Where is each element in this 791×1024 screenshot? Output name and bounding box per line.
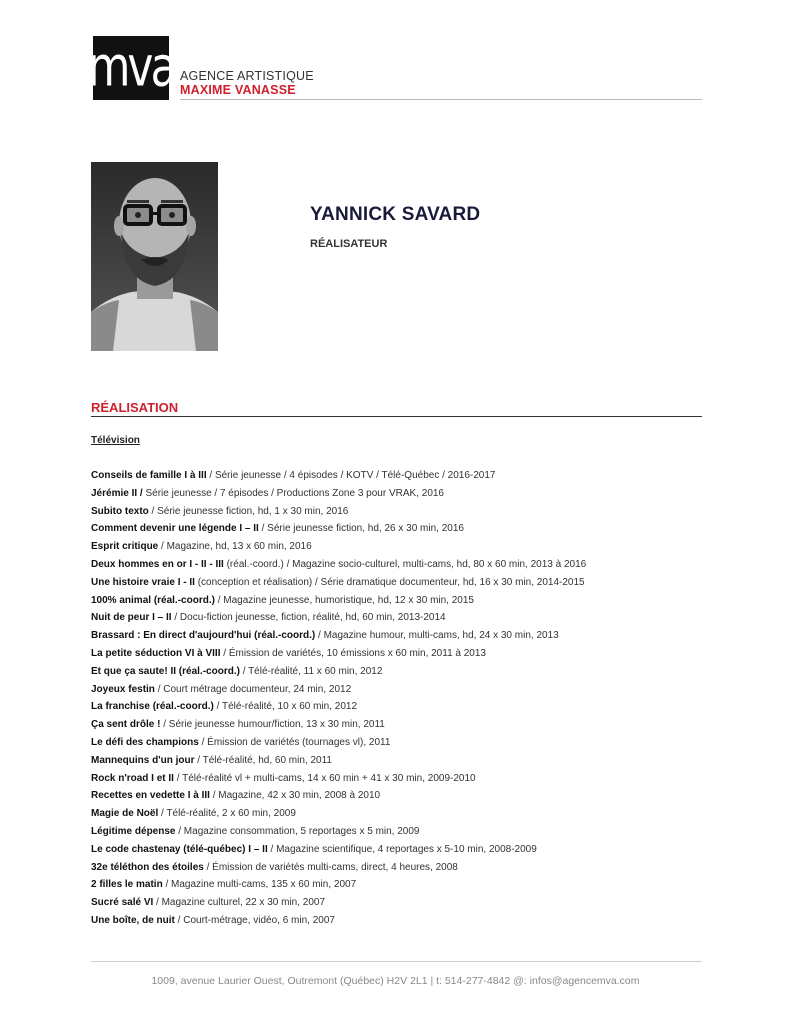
credit-item	[91, 755, 711, 773]
credit-item	[91, 862, 711, 880]
agency-line-1: AGENCE ARTISTIQUE	[180, 69, 314, 83]
credit-details: (réal.-coord.) / Magazine socio-culturel, multi-cams, hd, 80 x 60 min, 2013 à 2016	[223, 558, 587, 570]
credit-details: / Série jeunesse humour/fiction, 13 x 30 min, 2011	[160, 719, 385, 731]
person-role: RÉALISATEUR	[310, 238, 388, 250]
credit-title: 2 filles le matin	[91, 879, 163, 891]
credit-item	[91, 773, 711, 791]
credit-title: La franchise (réal.-coord.)	[91, 701, 214, 713]
credit-details: / Court métrage documenteur, 24 min, 2012	[154, 683, 352, 695]
header-divider	[180, 99, 702, 100]
credit-title: Magie de Noël	[91, 808, 159, 820]
credit-details: / Magazine consommation, 5 reportages x 5 min, 2009	[175, 825, 420, 837]
credit-details: / Télé-réalité, hd, 60 min, 2011	[194, 754, 332, 766]
credit-item	[91, 684, 711, 702]
credit-item	[91, 915, 711, 933]
person-name: YANNICK SAVARD	[310, 204, 481, 225]
credit-item	[91, 737, 711, 755]
credit-details: / Magazine culturel, 22 x 30 min, 2007	[153, 897, 326, 909]
logo-text: mva	[87, 35, 175, 100]
credit-title: Le défi des champions	[91, 736, 199, 748]
credit-item	[91, 790, 711, 808]
credit-item	[91, 523, 711, 541]
credit-title: Conseils de famille I à III	[91, 470, 207, 481]
credit-item	[91, 541, 711, 559]
credit-item	[91, 559, 711, 577]
agency-line-2: MAXIME VANASSE	[180, 83, 296, 97]
credit-details: / Série jeunesse fiction, hd, 26 x 30 min, 2016	[258, 523, 464, 535]
credit-title: Nuit de peur I – II	[91, 612, 172, 624]
credit-details: / Série jeunesse fiction, hd, 1 x 30 min, 2016	[148, 505, 349, 517]
credit-title: Esprit critique	[91, 541, 159, 553]
credit-details: / Télé-réalité, 11 x 60 min, 2012	[239, 665, 383, 677]
agency-logo	[87, 35, 175, 100]
credit-title: Joyeux festin	[91, 683, 155, 695]
credit-item	[91, 630, 711, 648]
credit-title: Et que ça saute! II (réal.-coord.)	[91, 665, 240, 677]
footer-divider	[91, 961, 702, 962]
credit-details: / Magazine scientifique, 4 reportages x 5-10 min, 2008-2009	[267, 843, 537, 855]
credit-item	[91, 595, 711, 613]
footer-contact: 1009, avenue Laurier Ouest, Outremont (Québec) H2V 2L1 | t: 514-277-4842 @: infos@agencemva.com	[151, 975, 640, 987]
credit-details: / Docu-fiction jeunesse, fiction, réalité, hd, 60 min, 2013-2014	[171, 612, 446, 624]
credit-item	[91, 488, 711, 506]
credit-item	[91, 897, 711, 915]
credit-title: Le code chastenay (télé-québec) I – II	[91, 843, 268, 855]
credit-title: Rock n'road I et II	[91, 772, 174, 784]
credit-title: Ça sent drôle !	[91, 719, 161, 731]
credit-details: / Émission de variétés multi-cams, direct, 4 heures, 2008	[203, 861, 458, 873]
credit-details: / Série jeunesse / 4 épisodes / KOTV / Télé-Québec / 2016-2017	[206, 470, 496, 481]
credit-title: 100% animal (réal.-coord.)	[91, 594, 215, 606]
credit-details: / Court-métrage, vidéo, 6 min, 2007	[174, 914, 335, 926]
credit-item	[91, 879, 711, 897]
credit-details: Série jeunesse / 7 épisodes / Productions Zone 3 pour VRAK, 2016	[142, 487, 444, 499]
credit-item	[91, 506, 711, 524]
section-divider	[91, 416, 702, 417]
credit-title: 32e téléthon des étoiles	[91, 861, 204, 873]
credit-item	[91, 844, 711, 862]
credit-item	[91, 808, 711, 826]
credit-title: Brassard : En direct d'aujourd'hui (réal.-coord.)	[91, 630, 316, 642]
credit-details: / Magazine, 42 x 30 min, 2008 à 2010	[209, 790, 381, 802]
credit-title: Légitime dépense	[91, 825, 176, 837]
section-title: RÉALISATION	[91, 400, 179, 415]
credit-title: Deux hommes en or I - II - III	[91, 558, 224, 570]
credit-details: / Magazine multi-cams, 135 x 60 min, 2007	[162, 879, 357, 891]
credit-title: Une histoire vraie I - II	[91, 576, 195, 588]
credit-item	[91, 470, 711, 488]
credit-details: / Émission de variétés (tournages vl), 2011	[198, 736, 391, 748]
credit-details: / Télé-réalité vl + multi-cams, 14 x 60 min + 41 x 30 min, 2009-2010	[173, 772, 476, 784]
credit-details: / Émission de variétés, 10 émissions x 60 min, 2011 à 2013	[220, 647, 486, 659]
credit-item	[91, 666, 711, 684]
credit-title: Sucré salé VI	[91, 897, 154, 909]
credit-details: / Télé-réalité, 2 x 60 min, 2009	[158, 808, 296, 820]
credit-title: Une boîte, de nuit	[91, 914, 175, 926]
credit-item	[91, 826, 711, 844]
profile-photo	[91, 162, 218, 351]
credit-title: Comment devenir une légende I – II	[91, 523, 259, 535]
credit-title: La petite séduction VI à VIII	[91, 647, 221, 659]
credit-details: / Magazine, hd, 13 x 60 min, 2016	[158, 541, 312, 553]
credit-item	[91, 648, 711, 666]
credit-item	[91, 612, 711, 630]
credit-details: / Télé-réalité, 10 x 60 min, 2012	[213, 701, 358, 713]
credit-details: / Magazine jeunesse, humoristique, hd, 12 x 30 min, 2015	[214, 594, 474, 606]
credit-title: Mannequins d'un jour	[91, 754, 195, 766]
credit-details: / Magazine humour, multi-cams, hd, 24 x 30 min, 2013	[315, 630, 559, 642]
credit-title: Recettes en vedette I à III	[91, 790, 210, 802]
credit-title: Jérémie II /	[91, 487, 143, 499]
credits-list	[91, 470, 711, 933]
credit-item	[91, 719, 711, 737]
credit-title: Subito texto	[91, 505, 149, 517]
credit-details: (conception et réalisation) / Série dramatique documenteur, hd, 16 x 30 min, 2014-2015	[194, 576, 585, 588]
credit-item	[91, 577, 711, 595]
credit-item	[91, 701, 711, 719]
subsection-title: Télévision	[91, 435, 140, 446]
agency-name	[180, 69, 314, 97]
